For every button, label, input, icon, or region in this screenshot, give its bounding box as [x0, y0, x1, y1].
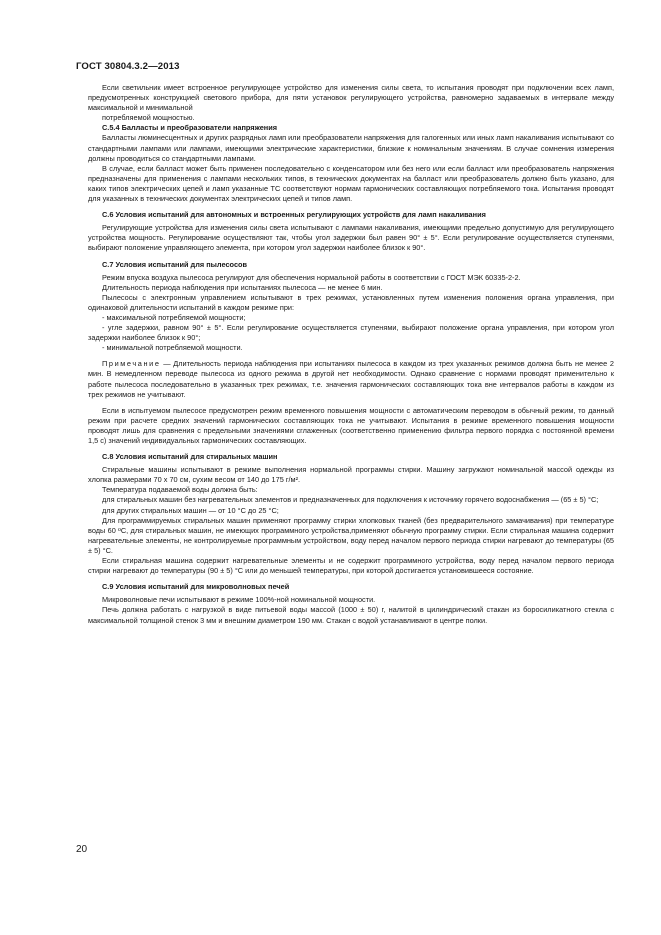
note-paragraph — [88, 359, 614, 399]
paragraph: Регулирующие устройства для изменения силы света испытывают с лампами накаливания, имеющими предельно допустимую для регулирующего устройства мощность. Регулирование осуществляют так, чтобы угол задержки был равен 90° ± 5°. Если регулирование осуществляется ступенями, выбирают положение управляющего элемента, при котором угол задержки наиболее близок к 90°. — [88, 223, 614, 253]
paragraph: Если светильник имеет встроенное регулирующее устройство для изменения силы света, то испытания проводят при подключении всех ламп, предусмотренных конструкцией светового прибора, для пяти установок регулирующего устройства, равномерно задаваемых в интервале между максимальной и минимальной — [88, 83, 614, 113]
paragraph: Если стиральная машина содержит нагревательные элементы и не содержит программного устройства, воду перед началом первого периода стирки нагревают до температуры (90 ± 5) °С или до меньшей температуры, при которой достигается установившееся состояние. — [88, 556, 614, 576]
list-item: - угле задержки, равном 90° ± 5°. Если регулирование осуществляется ступенями, выбирают положение органа управления, при котором угол задержки наиболее близок к 90°; — [88, 323, 614, 343]
page-number: 20 — [76, 844, 88, 855]
paragraph: В случае, если балласт может быть применен последовательно с конденсатором или без него или если балласт или преобразователь напряжения предназначены для применения с лампами нескольких типов, в технических документах на балласт или преобразователь должно быть указано, для каких типов электрических цепей и ламп указанные ТС соответствуют нормам гармонических составляющих потребляемого тока. Испытания проводят для указанных в технических документах электрических цепей и типов ламп. — [88, 163, 614, 204]
note-label: Примечание — [102, 359, 161, 369]
paragraph: потребляемой мощностью. — [102, 113, 195, 123]
paragraph: Пылесосы с электронным управлением испытывают в трех режимах, установленных путем изменения положения органа управления, при одинаковой длительности испытаний в каждом режиме при: — [88, 292, 614, 312]
paragraph: Режим впуска воздуха пылесоса регулируют для обеспечения нормальной работы в соответствии с ГОСТ МЭК 60335-2-2. — [102, 272, 521, 282]
paragraph: Длительность периода наблюдения при испытаниях пылесоса — не менее 6 мин. — [102, 282, 383, 292]
list-item: - максимальной потребляемой мощности; — [102, 312, 246, 322]
paragraph: Температура подаваемой воды должна быть: — [102, 485, 258, 495]
section-heading-c9: С.9 Условия испытаний для микроволновых печей — [102, 582, 290, 592]
list-item: - минимальной потребляемой мощности. — [102, 343, 243, 353]
paragraph: Для программируемых стиральных машин применяют программу стирки хлопковых тканей (без предварительного замачивания) при температуре воды 60 ºС, для стиральных машин, не имеющих программного устройства,применяют обычную программу стирки. Если стиральная машина содержит нагревательные элементы, не контролируемые программным устройством, воду перед началом первого периода стирки нагревают до температуры (65 ± 5) °С. — [88, 515, 614, 555]
paragraph: Балласты люминесцентных и других разрядных ламп или преобразователи напряжения для галогенных или иных ламп накаливания испытывают со стандартными лампами или лампами, имеющими электрические характеристики, близкие к номинальным значениям. В случае сомнения измерения должны проводиться со стандартными лампами. — [88, 133, 614, 163]
section-heading-c6: С.6 Условия испытаний для автономных и встроенных регулирующих устройств для ламп накаливания — [102, 210, 486, 220]
document-header: ГОСТ 30804.3.2—2013 — [76, 61, 180, 72]
section-heading-c7: С.7 Условия испытаний для пылесосов — [102, 259, 248, 269]
paragraph: Микроволновые печи испытывают в режиме 100%-ной номинальной мощности. — [102, 595, 376, 605]
paragraph: Если в испытуемом пылесосе предусмотрен режим временного повышения мощности с автоматическим переводом в обычный режим, то данный режим при расчете средних значений гармонических составляющих тока не учитывают. Испытания в режиме временного повышения мощности проводят лишь для сравнения с предельными значениями сглаженных (соответственно применению фильтра первого порядка с постоянной времени 1,5 с) значений индивидуальных гармонических составляющих. — [88, 405, 614, 445]
page-content — [88, 83, 614, 626]
paragraph: Стиральные машины испытывают в режиме выполнения нормальной программы стирки. Машину загружают номинальной массой одежды из хлопка размерами 70 x 70 см, сухим весом от 140 до 175 г/м². — [88, 465, 614, 485]
paragraph: для других стиральных машин — от 10 °С до 25 °С; — [102, 505, 279, 515]
section-heading-c54: С.5.4 Балласты и преобразователи напряжения — [102, 123, 278, 133]
note-text: — Длительность периода наблюдения при испытаниях пылесоса в каждом из трех указанных режимов должна быть не менее 2 мин. В немедленном переводе пылесоса из одного режима в другой нет необходимости. Однако сравнение с нормами проводят применительно к работе пылесоса последовательно в указанных трех режимах, т.е. значения гармонических составляющих тока вне интервалов работы в каждом из трех режимов не учитывают. — [88, 359, 614, 399]
paragraph: для стиральных машин без нагревательных элементов и предназначенных для подключения к источнику горячего водоснабжения — (65 ± 5) °С; — [102, 495, 599, 505]
paragraph: Печь должна работать с нагрузкой в виде питьевой воды массой (1000 ± 50) г, налитой в цилиндрический стакан из боросиликатного стекла с максимальной толщиной стенок 3 мм и внешним диаметром 190 мм. Стакан с водой устанавливают в центре полки. — [88, 605, 614, 625]
section-heading-c8: С.8 Условия испытаний для стиральных машин — [102, 452, 278, 462]
